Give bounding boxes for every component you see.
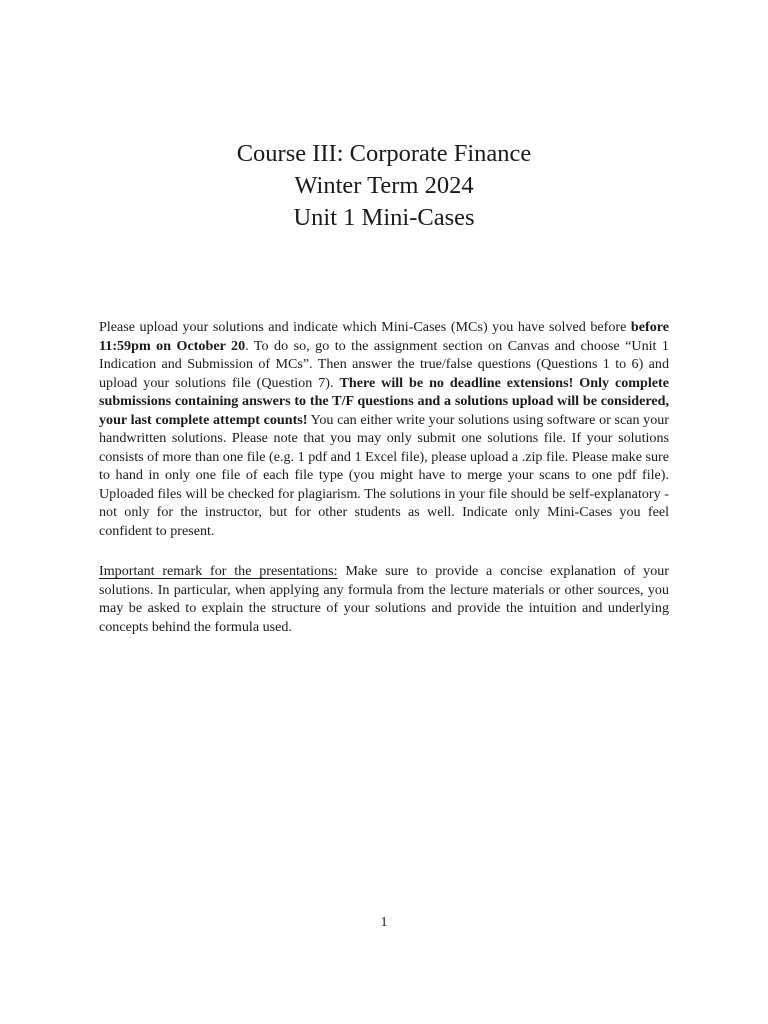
page-number: 1	[380, 915, 388, 930]
instructions-paragraph	[99, 318, 669, 540]
course-title: Course III: Corporate Finance	[236, 140, 532, 167]
deadline-text: before 11:59pm on October 20	[99, 319, 669, 354]
term-title: Winter Term 2024	[294, 172, 474, 199]
instructions-text-3: You can either write your solutions using software or scan your handwritten solutions. Please note that you may only submit one solutions file. If your solutions consists of more than one file (e.g. 1 pdf and 1 Excel file), please upload a .zip file. Please make sure to hand in only one file of each file type (you might have to merge your scans to one pdf file). Uploaded files will be checked for plagiarism. The solutions in your file should be self-explanatory - not only for the instructor, but for other students as well. Indicate only Mini-Cases you feel confident to present.	[99, 411, 669, 539]
remark-paragraph	[99, 562, 669, 636]
document-title	[0, 138, 768, 234]
remark-body: Make sure to provide a concise explanation of your solutions. In particular, when applying any formula from the lecture materials or other sources, you may be asked to explain the structure of your solutions and provide the intuition and underlying concepts behind the formula used.	[99, 563, 669, 635]
unit-title: Unit 1 Mini-Cases	[293, 204, 475, 231]
instructions-text-1: Please upload your solutions and indicate which Mini-Cases (MCs) you have solved before	[99, 319, 631, 335]
instructions-text-2: . To do so, go to the assignment section on Canvas and choose “Unit 1 Indication and Submission of MCs”. Then answer the true/false questions (Questions 1 to 6) and upload your solutions file (Question 7).	[99, 337, 669, 391]
remark-heading: Important remark for the presentations:	[99, 563, 338, 579]
no-extension-warning: There will be no deadline extensions! Only complete submissions containing answers to the T/F questions and a solutions upload will be considered, your last complete attempt counts!	[99, 374, 669, 428]
